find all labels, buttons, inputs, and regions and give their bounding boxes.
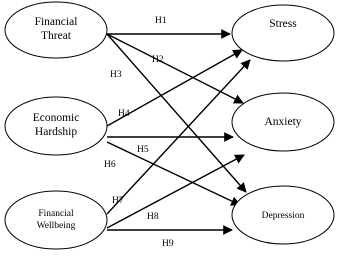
node-label: Wellbeing (36, 221, 76, 231)
node-depression (232, 186, 334, 244)
label-h5: H5 (137, 145, 149, 155)
label-h4: H4 (118, 109, 130, 119)
node-label: Depression (261, 211, 305, 221)
node-label: Stress (269, 18, 297, 30)
label-h3: H3 (110, 70, 122, 80)
arrow-h6 (107, 142, 240, 205)
label-h9: H9 (162, 239, 174, 249)
node-label: Financial (34, 16, 78, 28)
label-h2: H2 (152, 55, 164, 65)
node-anxiety (232, 93, 334, 151)
node-label: Hardship (34, 126, 78, 138)
label-h7: H7 (112, 196, 124, 206)
node-financial-threat (5, 2, 107, 58)
hypothesis-arrows (107, 34, 250, 230)
node-label: Economic (32, 112, 80, 124)
node-label: Financial (38, 209, 74, 219)
label-h8: H8 (147, 212, 159, 222)
node-stress (232, 5, 334, 61)
node-label: Threat (40, 30, 72, 42)
arrow-h2 (107, 34, 243, 103)
node-label: Anxiety (264, 116, 302, 128)
node-economic-hardship (5, 97, 107, 155)
node-financial-wellbeing (5, 191, 107, 249)
label-h1: H1 (155, 16, 167, 26)
label-h6: H6 (104, 160, 116, 170)
